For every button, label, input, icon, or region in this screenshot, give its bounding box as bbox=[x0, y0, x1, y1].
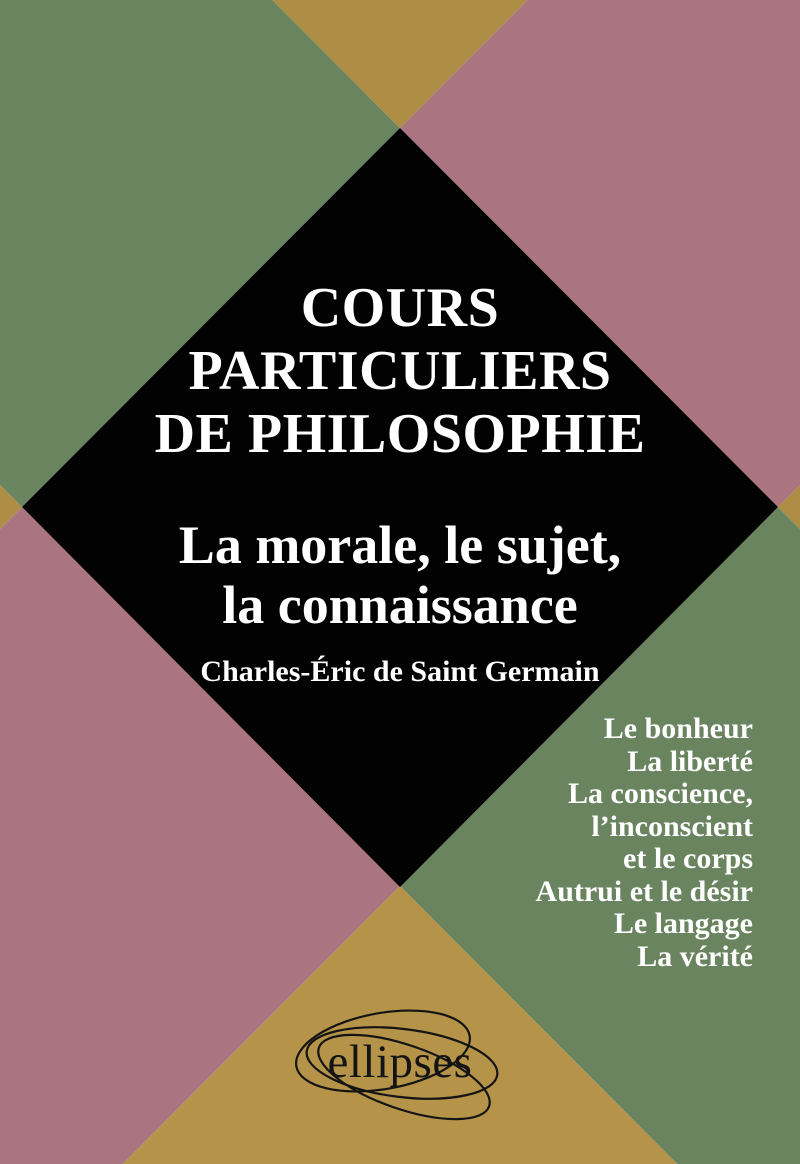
topic-item: et le corps bbox=[623, 842, 753, 875]
topic-item: Le bonheur bbox=[603, 712, 753, 745]
book-subtitle-line-1: La morale, le sujet, bbox=[178, 515, 622, 575]
topic-item: l’inconscient bbox=[591, 809, 753, 843]
publisher-name: ellipses bbox=[327, 1036, 473, 1088]
topic-item: Le langage bbox=[613, 907, 753, 940]
topic-item: La vérité bbox=[637, 939, 753, 973]
book-title-line-1: COURS bbox=[300, 277, 500, 339]
topic-item: La liberté bbox=[627, 744, 753, 778]
book-title bbox=[0, 277, 800, 466]
author-name: Charles-Éric de Saint Germain bbox=[200, 655, 600, 688]
book-subtitle-line-2: la connaissance bbox=[222, 575, 578, 635]
topic-item: Autrui et le désir bbox=[535, 874, 753, 908]
book-title-line-2: PARTICULIERS bbox=[188, 340, 612, 402]
topics-list bbox=[536, 713, 753, 973]
book-subtitle bbox=[0, 515, 800, 635]
topic-item: La conscience, bbox=[568, 777, 753, 810]
book-title-line-3: DE PHILOSOPHIE bbox=[154, 403, 646, 465]
